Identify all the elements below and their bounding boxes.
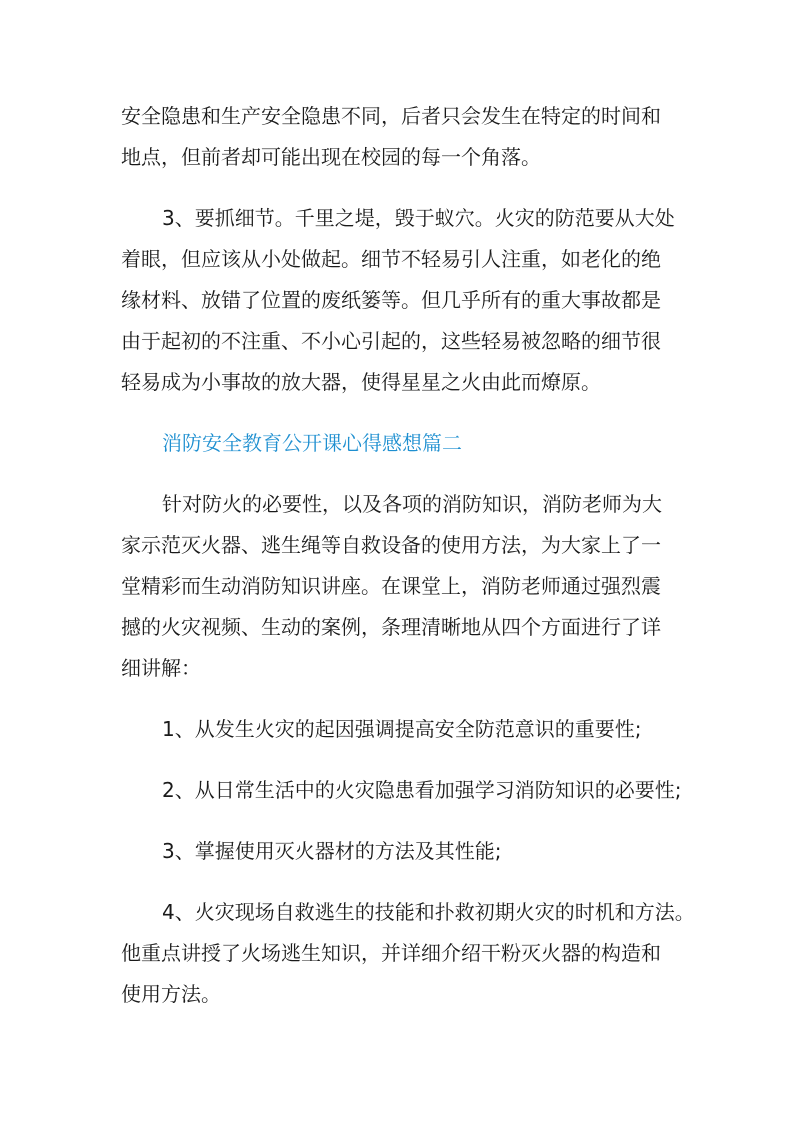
text-line: 他重点讲授了火场逃生知识，并详细介绍干粉灭火器的构造和	[121, 941, 661, 965]
document-body	[121, 96, 695, 1035]
text-line: 堂精彩而生动消防知识讲座。在课堂上，消防老师通过强烈震	[121, 574, 661, 598]
paragraph-point-3-details	[121, 198, 677, 403]
text-line: 安全隐患和生产安全隐患不同，后者只会发生在特定的时间和	[121, 104, 661, 128]
list-item-3	[121, 831, 677, 872]
text-line: 撼的火灾视频、生动的案例，条理清晰地从四个方面进行了详	[121, 615, 661, 639]
section-heading: 消防安全教育公开课心得感想篇二	[162, 431, 462, 455]
text-line: 针对防火的必要性，以及各项的消防知识，消防老师为大	[162, 492, 662, 516]
list-item-4	[121, 892, 695, 1015]
text-line: 3、要抓细节。千里之堤，毁于蚁穴。火灾的防范要从大处	[162, 206, 675, 230]
text-line: 3、掌握使用灭火器材的方法及其性能;	[162, 839, 502, 863]
text-line: 使用方法。	[121, 982, 221, 1006]
text-line: 由于起初的不注重、不小心引起的，这些轻易被忽略的细节很	[121, 329, 661, 353]
text-line: 1、从发生火灾的起因强调提高安全防范意识的重要性;	[162, 717, 642, 741]
text-line: 2、从日常生活中的火灾隐患看加强学习消防知识的必要性;	[162, 778, 682, 802]
list-item-2	[121, 770, 682, 811]
paragraph-lecture-intro	[121, 484, 677, 689]
text-line: 地点，但前者却可能出现在校园的每一个角落。	[121, 145, 541, 169]
text-line: 家示范灭火器、逃生绳等自救设备的使用方法，为大家上了一	[121, 533, 661, 557]
text-line: 缘材料、放错了位置的废纸篓等。但几乎所有的重大事故都是	[121, 288, 661, 312]
text-line: 细讲解：	[121, 656, 201, 680]
paragraph-campus-hazards	[121, 96, 677, 178]
list-item-1	[121, 709, 677, 750]
text-line: 轻易成为小事故的放大器，使得星星之火由此而燎原。	[121, 370, 601, 394]
text-line: 4、火灾现场自救逃生的技能和扑救初期火灾的时机和方法。	[162, 900, 695, 924]
text-line: 着眼，但应该从小处做起。细节不轻易引人注重，如老化的绝	[121, 247, 661, 271]
